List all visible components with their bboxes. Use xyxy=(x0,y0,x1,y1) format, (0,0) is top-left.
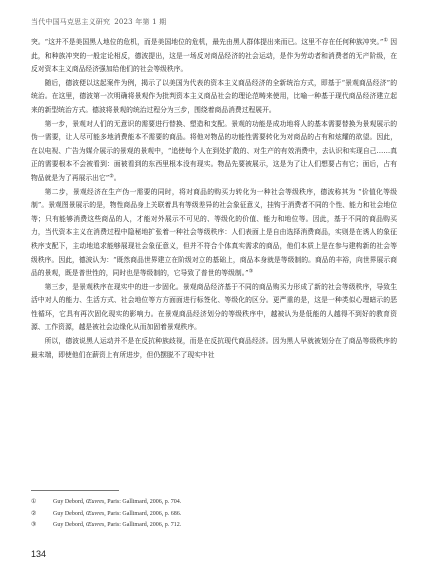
paragraph xyxy=(31,186,397,281)
footnote-ref: ① xyxy=(383,37,388,44)
footnote-title: Œuvres xyxy=(85,499,105,505)
text-run: 突。“这并不是美国黑人地位的危机，而是美国地位的危机，最先由黑人群体提出来而已。这里不存在任何种族冲突。” xyxy=(31,38,384,46)
footnote-details: , Paris: Gallimard, 2006, p. 704. xyxy=(104,499,182,505)
paragraph xyxy=(31,36,397,77)
footnote-mark: ③ xyxy=(31,522,37,528)
footnote-ref: ③ xyxy=(248,268,254,275)
paragraph xyxy=(31,118,397,186)
text-run: 因此，和种族冲突的一般定论相反，德波提出，这是一场反对商品经济的社会运动，是作为劳动者和消费者的无产阶级，在反对资本主义商品经济强加给他们的社会等级秩序。 xyxy=(31,38,397,74)
paragraph xyxy=(31,281,397,335)
footnotes xyxy=(31,497,397,532)
footnote xyxy=(31,509,397,521)
footnote-title: Œuvres xyxy=(85,522,105,528)
text-run: 第三步，是景观秩序在现实中的进一步固化。景观商品经济基于不同的商品购买力形成了新的社会等级秩序，导致生活中对人的能力、生活方式、社会地位等方方面面进行标签化、等级化的区分。更严重的是，这是一种类似心理暗示的恶性循环，它具有再次固化现实的影响力。在景观商品经济划分的等级秩序中，越被认为是低能的人越得不到好的教育资源、工作资源，越是被社会边缘化从而加固着景观秩序。 xyxy=(31,282,397,332)
page-number: 134 xyxy=(31,549,47,559)
running-header xyxy=(31,17,166,27)
footnote-divider xyxy=(31,490,119,491)
text-run: 第一步，景观对人们的无意识的需要进行替换、塑造和支配。景观的功能是成功地将人的基本需要替换为景观展示的伪一需要，让人尽可能多地消费能本不需要的商品。将他对物品的功能性需要转化为对商品的占有和炫耀的欲望。因此，在以电视、广告为媒介展示的景观的景观中，“追使每个人在到处扩散的、对生产的有效消费中，去认识和实现自己……真正的需要根本不会被看到：面被看到的东西里根本没有现实。物品先要被展示，这是为了让人们想要占有它；面后，占有物品就是为了再展示出它” xyxy=(31,119,397,182)
text-run: 第二步，景观经济在生产伪一需要的同时，将对商品的购买力转化为一种社会等级秩序，德波称其为 “价值化等级制”。景观图景展示的是，物性商品身上关联着具有等级差异的社会象征意义，挂钩于消费者不同的个性、能力和社会地位等；只有能够消费这些商品的人，才能对外展示不可见的、等级化的价值、能力和地位等。因此，基于不同的商品购买力，当代资本主义在消费过程中隐秘地扩张着一种社会等级秩序：人们表面上是自由选择消费商品，实则是在诱人的象征秩序支配下，主动地追求能够展现社会象征意义，但并不符合个体真实需求的商品，他们本质上是在参与建构新的社会等级秩序。因此，德波认为：“既然商品世界建立在阶级对立的基础上，商品本身就是等级制的。商品的丰裕，向世界展示商品的景观，既是普世性的，同时也是等级制的，它导致了普世的等级制。” xyxy=(31,187,397,278)
body-text xyxy=(31,36,397,362)
footnote-title: Œuvres xyxy=(85,510,105,517)
paragraph xyxy=(31,335,397,362)
footnote-author: Guy Debord, xyxy=(53,499,86,505)
text-run: 。 xyxy=(113,173,121,182)
journal-title: 当代中国马克思主义研究 xyxy=(31,18,111,26)
footnote-mark: ① xyxy=(31,499,37,505)
issue-label: 2023 年第 1 期 xyxy=(114,18,167,26)
footnote-details: , Paris: Gallimard, 2006, p. 686. xyxy=(104,510,182,517)
footnote xyxy=(31,497,397,509)
footnote-details: , Paris: Gallimard, 2006, p. 712. xyxy=(104,522,182,528)
footnote-ref: ② xyxy=(109,173,114,180)
footnote-author: Guy Debord, xyxy=(53,510,86,517)
footnote xyxy=(31,520,397,532)
text-run: 随后，德波便以这起案件为例，揭示了以美国为代表的资本主义商品经济的全新统治方式，即基于“景观商品经济”的统治。在这里，德波第一次明确将景观作为批判资本主义商品社会的理论范畴来使用，比喻一种基于现代商品经济建立起来的新型统治方式。德波将景观的统治过程分为三步，围绕着商品消费过程展开。 xyxy=(31,78,397,114)
text-run: 所以，德波说黑人运动并不是在反抗种族歧视，而是在反抗现代商品经济。因为黑人早就被划分在了商品等级秩序的最末端，即使他们在薪资上有所进步，但仍摆脱不了现实中社 xyxy=(31,337,397,359)
footnote-author: Guy Debord, xyxy=(53,522,86,528)
paragraph xyxy=(31,77,397,118)
footnote-mark: ② xyxy=(31,510,37,517)
